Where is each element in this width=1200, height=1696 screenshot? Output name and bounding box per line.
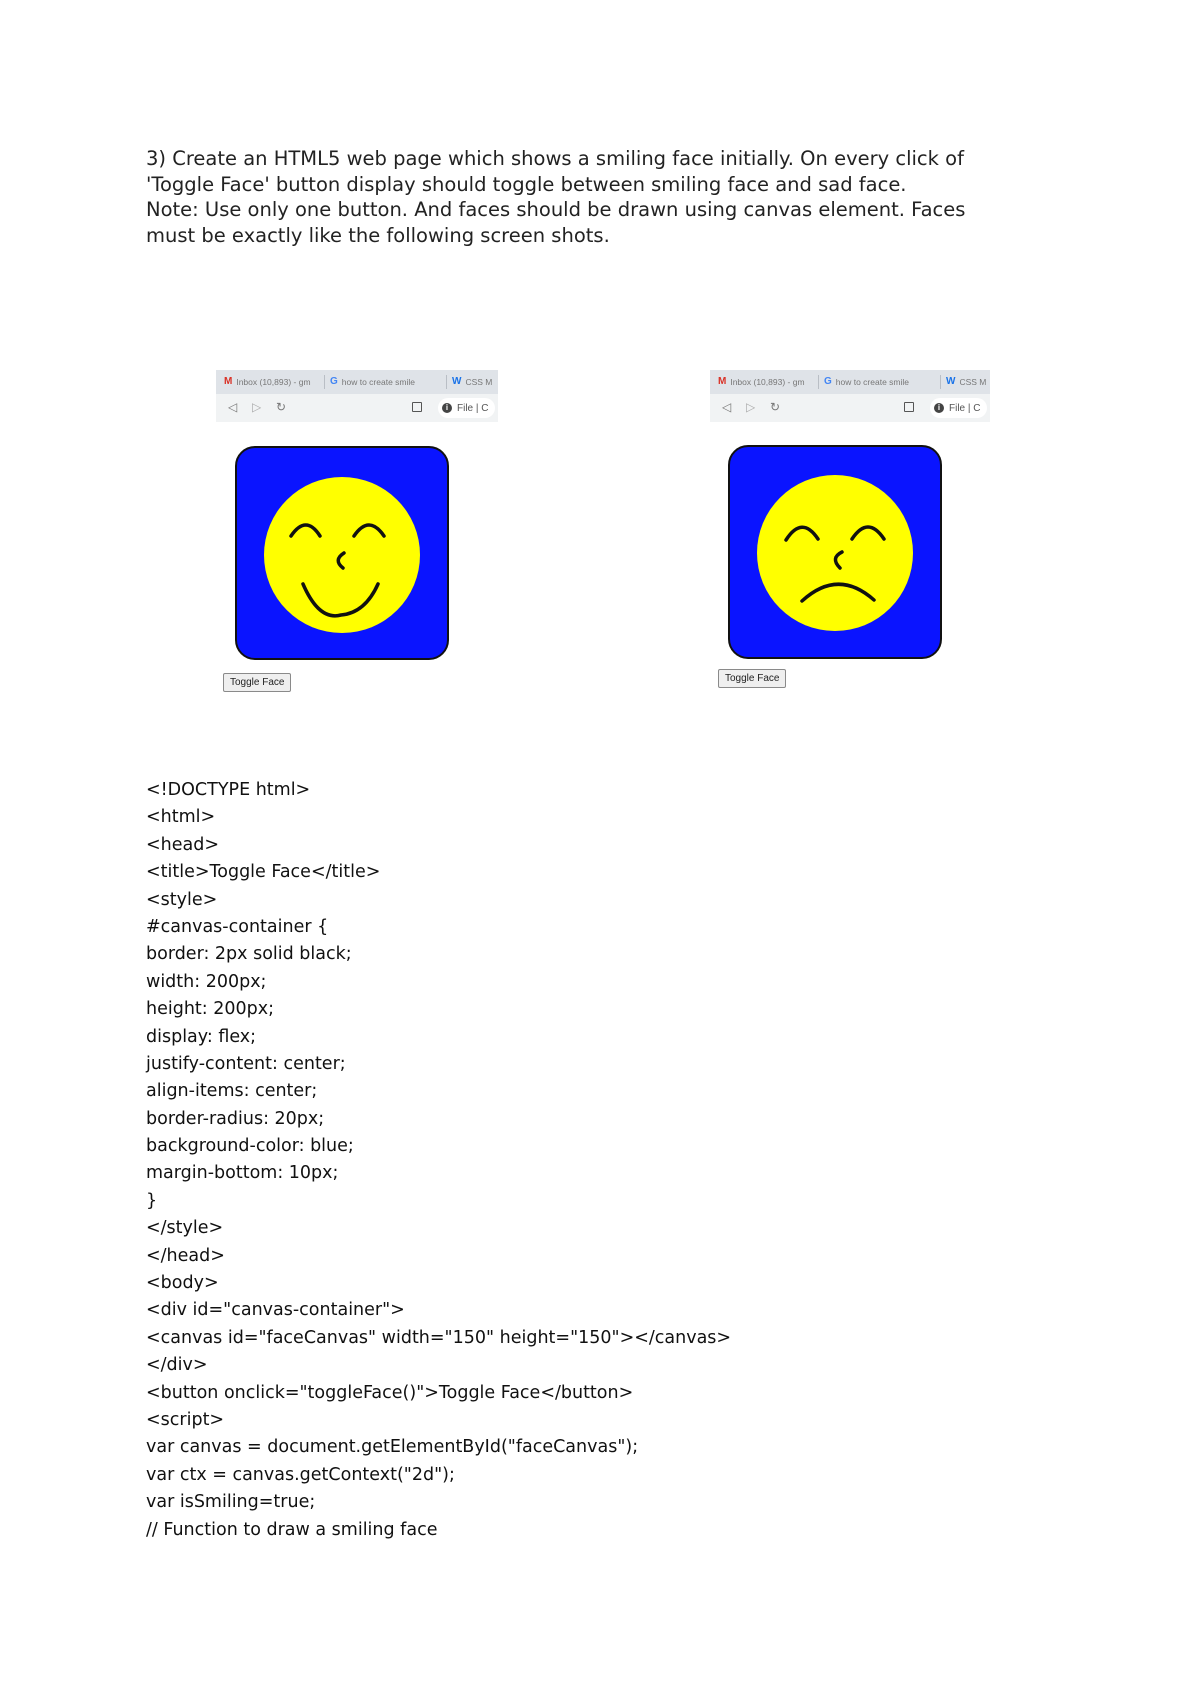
code-line: border-radius: 20px;: [146, 1108, 325, 1129]
tab-label: how to create smile: [341, 376, 416, 387]
tab-label: CSS M: [465, 376, 493, 387]
code-line: var isSmiling=true;: [146, 1492, 316, 1513]
forward-icon[interactable]: ▷: [746, 400, 756, 414]
question-text: [146, 146, 966, 248]
smiling-face-screenshot: [216, 370, 498, 700]
question-paragraph: 3) Create an HTML5 web page which shows a smiling face initially. On every click of 'Toggle Face' button display should toggle between smiling face and sad face.: [146, 147, 964, 196]
code-line: var ctx = canvas.getContext("2d");: [146, 1464, 455, 1485]
code-line: <html>: [146, 807, 216, 828]
code-line: <canvas id="faceCanvas" width="150" height="150"></canvas>: [146, 1327, 732, 1348]
tab-divider: [940, 375, 941, 389]
w3schools-icon: W: [452, 376, 462, 387]
browser-tab-bar: [710, 370, 990, 394]
browser-address-bar: [216, 394, 498, 422]
code-line: var canvas = document.getElementById("faceCanvas");: [146, 1437, 639, 1458]
address-field[interactable]: [438, 398, 495, 418]
browser-tab[interactable]: [330, 376, 415, 387]
code-line: <style>: [146, 889, 218, 910]
info-icon: i: [442, 403, 452, 413]
canvas-container: [728, 445, 942, 659]
address-text: File | C: [949, 402, 981, 414]
bookmark-icon[interactable]: [904, 402, 914, 412]
browser-tab-bar: [216, 370, 498, 394]
code-line: <title>Toggle Face</title>: [146, 862, 381, 883]
code-line: <script>: [146, 1409, 225, 1430]
tab-label: CSS M: [959, 376, 987, 387]
note-paragraph: Note: Use only one button. And faces should be drawn using canvas element. Faces must be exactly like the following screen shots.: [146, 198, 966, 247]
code-line: </div>: [146, 1355, 208, 1376]
code-line: </head>: [146, 1245, 225, 1266]
code-line: height: 200px;: [146, 999, 275, 1020]
canvas-container: [235, 446, 449, 660]
face-circle: [757, 475, 913, 631]
info-icon: i: [934, 403, 944, 413]
code-listing: [146, 777, 1046, 1544]
browser-tab[interactable]: [946, 376, 986, 387]
reload-icon[interactable]: ↻: [276, 400, 287, 414]
code-line: <button onclick="toggleFace()">Toggle Face</button>: [146, 1382, 634, 1403]
code-line: width: 200px;: [146, 971, 267, 992]
smiling-face-canvas: [257, 468, 427, 638]
reload-icon[interactable]: ↻: [770, 400, 781, 414]
tab-divider: [818, 375, 819, 389]
gmail-icon: M: [718, 376, 727, 387]
back-icon[interactable]: ◁: [722, 400, 732, 414]
google-icon: G: [330, 376, 338, 387]
code-line: margin-bottom: 10px;: [146, 1163, 339, 1184]
code-line: <body>: [146, 1273, 219, 1294]
code-line: #canvas-container {: [146, 916, 329, 937]
code-line: <head>: [146, 834, 220, 855]
address-text: File | C: [457, 402, 489, 414]
code-line: <div id="canvas-container">: [146, 1300, 405, 1321]
browser-tab[interactable]: [824, 376, 909, 387]
browser-tab[interactable]: [224, 376, 311, 387]
forward-icon[interactable]: ▷: [252, 400, 262, 414]
address-field[interactable]: [930, 398, 987, 418]
tab-divider: [324, 375, 325, 389]
code-line: background-color: blue;: [146, 1136, 354, 1157]
gmail-icon: M: [224, 376, 233, 387]
browser-tab[interactable]: [452, 376, 492, 387]
tab-divider: [446, 375, 447, 389]
code-line: border: 2px solid black;: [146, 944, 352, 965]
tab-label: Inbox (10,893) - gm: [730, 376, 805, 387]
code-line: }: [146, 1190, 158, 1211]
google-icon: G: [824, 376, 832, 387]
code-line: // Function to draw a smiling face: [146, 1519, 438, 1540]
toggle-face-button[interactable]: Toggle Face: [718, 669, 786, 688]
browser-tab[interactable]: [718, 376, 805, 387]
w3schools-icon: W: [946, 376, 956, 387]
sad-face-canvas: [750, 467, 920, 637]
bookmark-icon[interactable]: [412, 402, 422, 412]
code-line: align-items: center;: [146, 1081, 318, 1102]
sad-face-screenshot: [710, 370, 990, 700]
toggle-face-button[interactable]: Toggle Face: [223, 673, 291, 692]
code-line: <!DOCTYPE html>: [146, 780, 311, 800]
code-line: display: flex;: [146, 1026, 257, 1047]
back-icon[interactable]: ◁: [228, 400, 238, 414]
tab-label: how to create smile: [835, 376, 910, 387]
code-line: justify-content: center;: [146, 1053, 346, 1074]
code-line: </style>: [146, 1218, 224, 1239]
browser-address-bar: [710, 394, 990, 422]
tab-label: Inbox (10,893) - gm: [236, 376, 311, 387]
